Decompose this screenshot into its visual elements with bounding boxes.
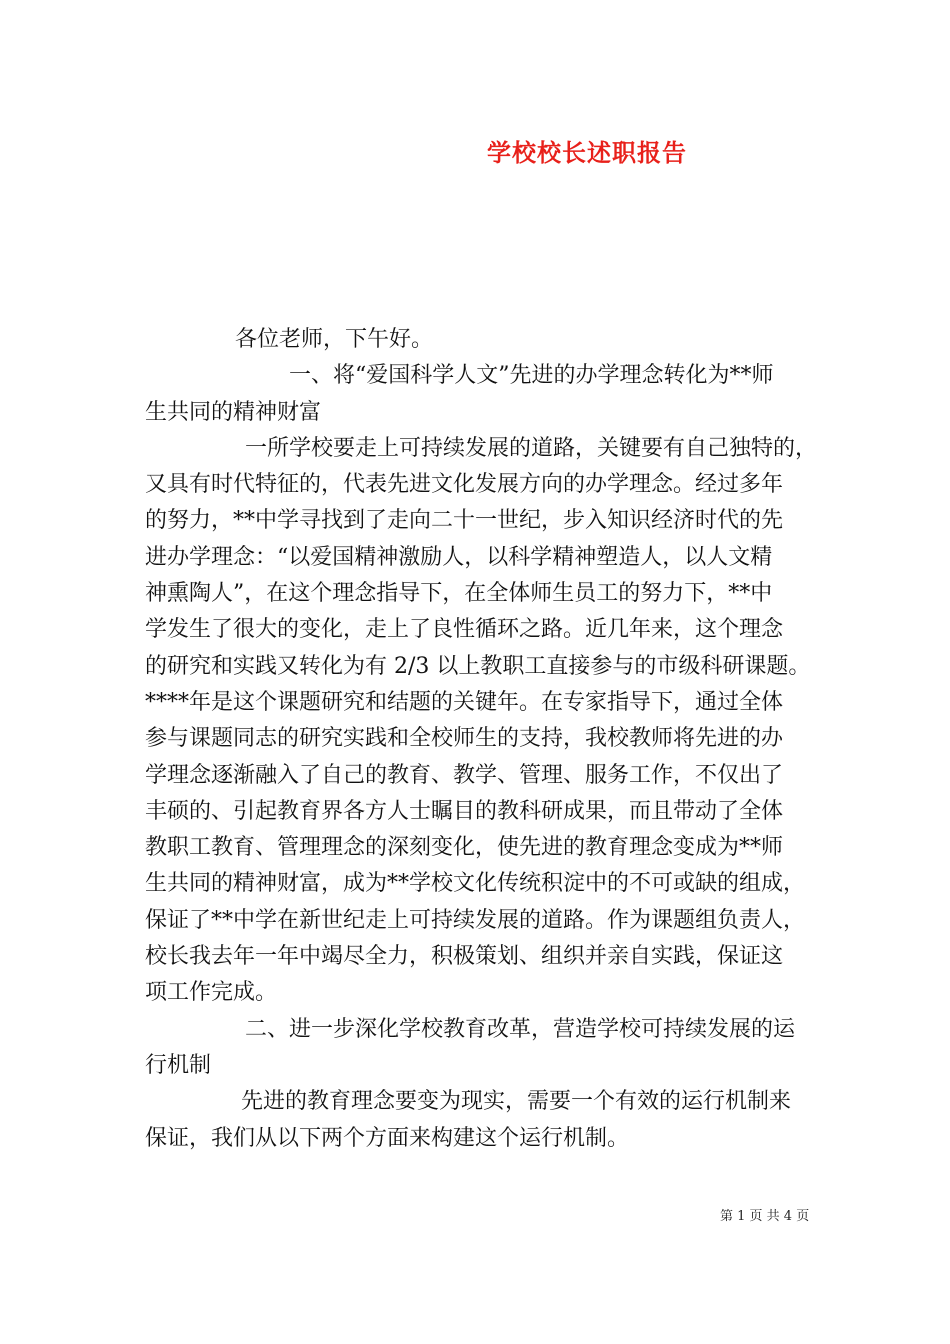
body-line: 保证了**中学在新世纪走上可持续发展的道路。作为课题组负责人， <box>145 907 806 933</box>
body-line: 参与课题同志的研究实践和全校师生的支持，我校教师将先进的办 <box>145 726 784 752</box>
body-line: 项工作完成。 <box>145 980 278 1006</box>
body-line: 学理念逐渐融入了自己的教育、教学、管理、服务工作，不仅出了 <box>145 762 784 788</box>
document-title: 学校校长述职报告 <box>487 138 687 167</box>
body-line: 学发生了很大的变化，走上了良性循环之路。近几年来，这个理念 <box>145 617 784 643</box>
body-line: 生共同的精神财富，成为**学校文化传统积淀中的不可或缺的组成， <box>145 871 806 897</box>
body-line: 神熏陶人”，在这个理念指导下，在全体师生员工的努力下，**中 <box>145 581 773 607</box>
body-line: ****年是这个课题研究和结题的关键年。在专家指导下，通过全体 <box>145 689 784 715</box>
body-line: 先进的教育理念要变为现实，需要一个有效的运行机制来 <box>241 1089 792 1115</box>
body-line: 生共同的精神财富 <box>145 399 322 425</box>
body-line: 的努力，**中学寻找到了走向二十一世纪，步入知识经济时代的先 <box>145 508 784 534</box>
body-line: 校长我去年一年中竭尽全力，积极策划、组织并亲自实践，保证这 <box>145 944 784 970</box>
body-line: 教职工教育、管理理念的深刻变化，使先进的教育理念变成为**师 <box>145 835 784 861</box>
body-line: 一、将“爱国科学人文”先进的办学理念转化为**师 <box>289 363 774 389</box>
document-body <box>145 322 820 1157</box>
body-line: 的研究和实践又转化为有 2/3 以上教职工直接参与的市级科研课题。 <box>145 653 811 679</box>
body-line: 进办学理念：“以爱国精神激励人，以科学精神塑造人，以人文精 <box>145 544 773 570</box>
body-line: 行机制 <box>145 1052 212 1078</box>
body-line: 保证，我们从以下两个方面来构建这个运行机制。 <box>145 1125 630 1151</box>
body-line: 又具有时代特征的，代表先进文化发展方向的办学理念。经过多年 <box>145 472 784 498</box>
body-line: 丰硕的、引起教育界各方人士瞩目的教科研成果，而且带动了全体 <box>145 798 784 824</box>
body-line: 二、进一步深化学校教育改革，营造学校可持续发展的运 <box>245 1016 796 1042</box>
page-footer: 第 1 页 共 4 页 <box>720 1209 810 1224</box>
body-line: 各位老师，下午好。 <box>235 327 434 352</box>
body-line: 一所学校要走上可持续发展的道路，关键要有自己独特的， <box>245 435 818 461</box>
